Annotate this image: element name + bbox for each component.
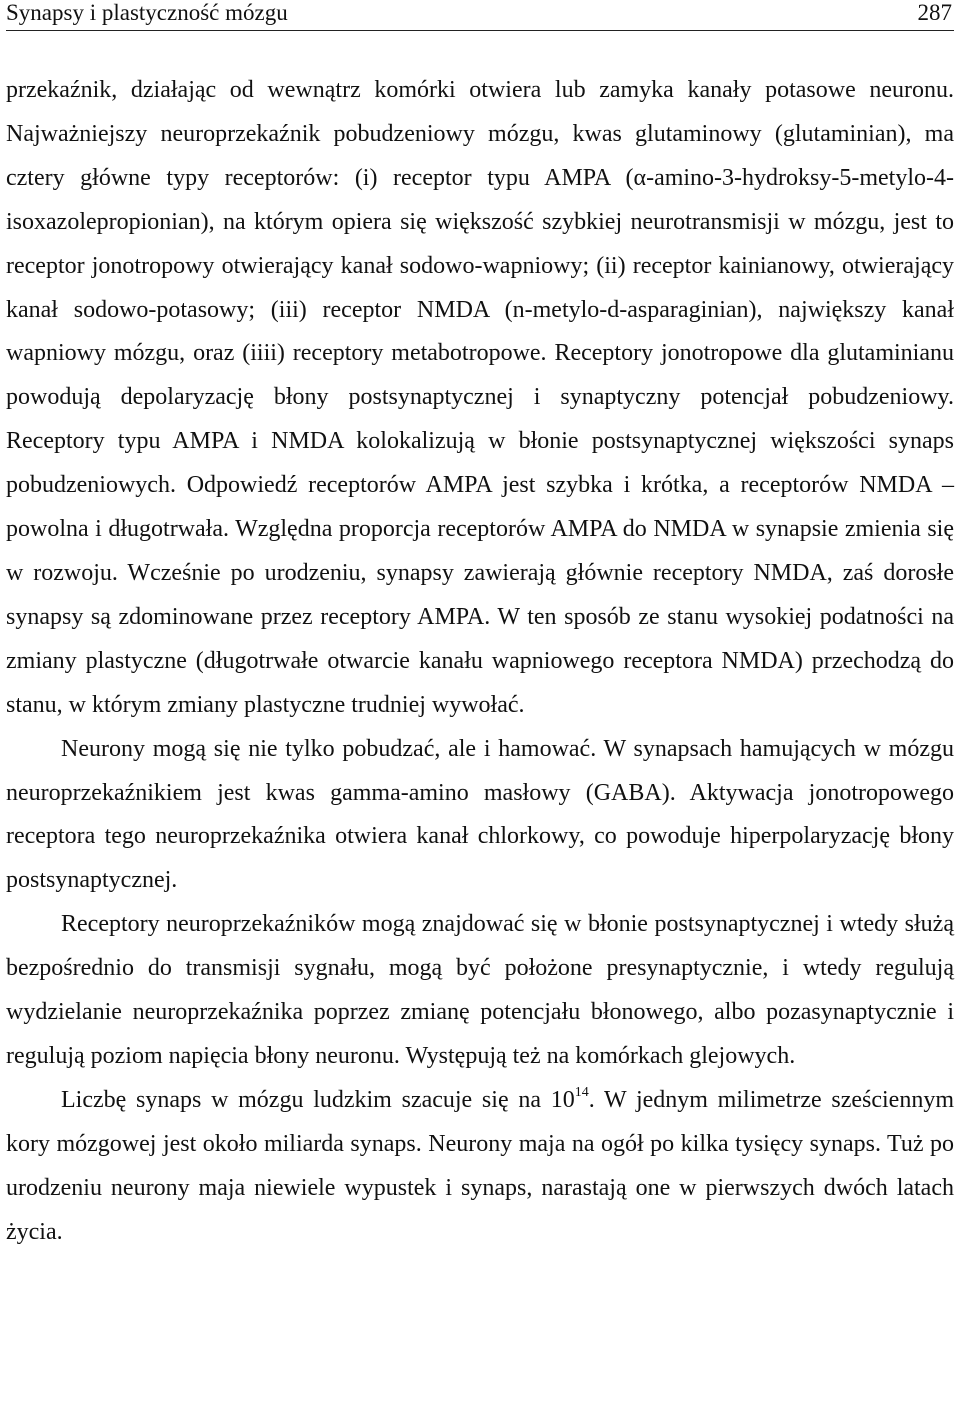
chapter-title: Synapsy i plastyczność mózgu	[6, 0, 288, 25]
paragraph-receptor-locations: Receptory neuroprzekaźników mogą znajdować się w błonie postsynaptycznej i wtedy służą bezpośrednio do transmisji sygnału, mogą być położone presynaptycznie, i wtedy regulują wydzielanie neuroprzekaźnika poprzez zmianę potencjału błonowego, albo pozasynaptycznie i regulują poziom napięcia błony neuronu. Występują też na komórkach glejowych.	[6, 911, 954, 1069]
running-header	[6, 0, 954, 31]
paragraph-inhibition: Neurony mogą się nie tylko pobudzać, ale i hamować. W synapsach hamujących w mózgu neuroprzekaźnikiem jest kwas gamma-amino masłowy (GABA). Aktywacja jonotropowego receptora tego neuroprzekaźnika otwiera kanał chlorkowy, co powoduje hiperpolaryzację błony postsynaptycznej.	[6, 735, 954, 894]
synapse-count-text-continued: . W jednym milimetrze sześciennym kory mózgowej jest około miliarda synaps. Neurony maja na ogół po kilka tysięcy synaps. Tuż po urodzeniu neurony maja niewiele wypustek i synaps, narastają one w pierwszych dwóch latach życia.	[6, 1086, 955, 1245]
exponent: 14	[574, 1084, 589, 1100]
page-number: 287	[917, 0, 952, 25]
synapse-count-text: Liczbę synaps w mózgu ludzkim szacuje się na 10	[61, 1086, 575, 1113]
paragraph-glutamate-receptors: przekaźnik, działając od wewnątrz komórki otwiera lub zamyka kanały potasowe neuronu. Najważniejszy neuroprzekaźnik pobudzeniowy mózgu, kwas glutaminowy (glutaminian), ma cztery główne typy receptorów: (i) receptor typu AMPA (α-amino-3-hydroksy-5-metylo-4-isoxazolepropionian), na którym opiera się większość szybkiej neurotransmisji w mózgu, jest to receptor jonotropowy otwierający kanał sodowo-wapniowy; (ii) receptor kainianowy, otwierający kanał sodowo-potasowy; (iii) receptor NMDA (n-metylo-d-asparaginian), największy kanał wapniowy mózgu, oraz (iiii) receptory metabotropowe. Receptory jonotropowe dla glutaminianu powodują depolaryzację błony postsynaptycznej i synaptyczny potencjał pobudzeniowy. Receptory typu AMPA i NMDA kolokalizują w błonie postsynaptycznej większości synaps pobudzeniowych. Odpowiedź receptorów AMPA jest szybka i krótka, a receptorów NMDA – powolna i długotrwała. Względna proporcja receptorów AMPA do NMDA w synapsie zmienia się w rozwoju. Wcześnie po urodzeniu, synapsy zawierają głównie receptory NMDA, zaś dorosłe synapsy są zdominowane przez receptory AMPA. W ten sposób ze stanu wysokiej podatności na zmiany plastyczne (długotrwałe otwarcie kanału wapniowego receptora NMDA) przechodzą do stanu, w którym zmiany plastyczne trudniej wywołać.	[6, 77, 954, 718]
book-page	[6, 0, 954, 1254]
page-body	[6, 69, 954, 1254]
paragraph-synapse-count	[6, 1079, 954, 1255]
